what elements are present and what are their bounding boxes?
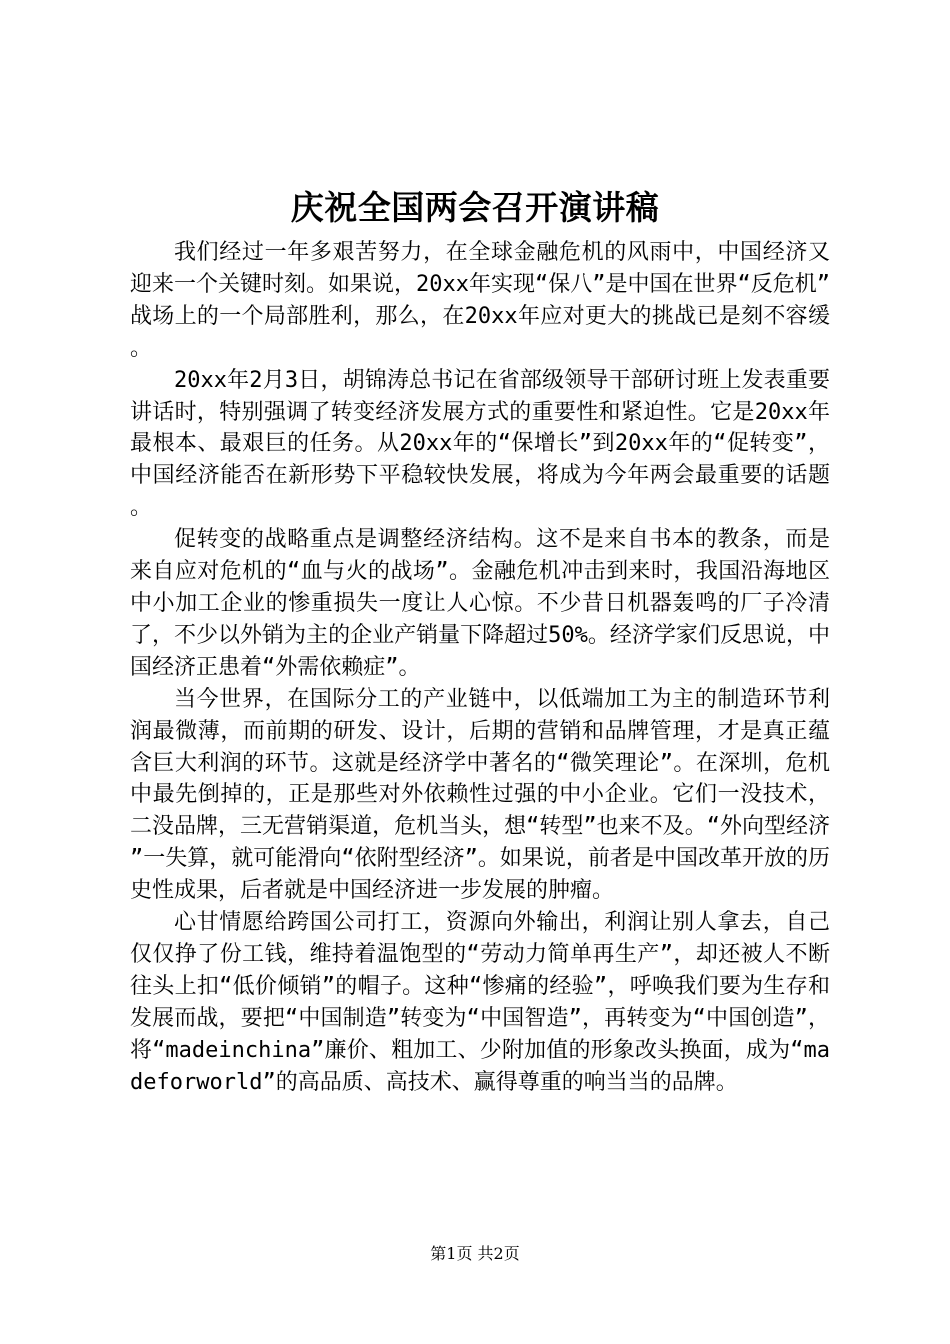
paragraph: 当今世界，在国际分工的产业链中，以低端加工为主的制造环节利润最微薄，而前期的研发、设计，后期的营销和品牌管理，才是真正蕴含巨大利润的环节。这就是经济学中著名的“微笑理论”。在深圳，危机中最先倒掉的，正是那些对外依赖性过强的中小企业。它们一没技术，二没品牌，三无营销渠道，危机当头，想“转型”也来不及。“外向型经济”一失算，就可能滑向“依附型经济”。如果说，前者是中国改革开放的历史性成果，后者就是中国经济进一步发展的肿瘤。 <box>130 686 830 904</box>
paragraph: 心甘情愿给跨国公司打工，资源向外输出，利润让别人拿去，自己仅仅挣了份工钱，维持着温饱型的“劳动力简单再生产”，却还被人不断往头上扣“低价倾销”的帽子。这种“惨痛的经验”，呼唤我们要为生存和发展而战，要把“中国制造”转变为“中国智造”，再转变为“中国创造”，将“madeinchina”廉价、粗加工、少附加值的形象改头换面，成为“madeforworld”的高品质、高技术、赢得尊重的响当当的品牌。 <box>130 910 830 1095</box>
paragraph: 20xx年2月3日，胡锦涛总书记在省部级领导干部研讨班上发表重要讲话时，特别强调了转变经济发展方式的重要性和紧迫性。它是20xx年最根本、最艰巨的任务。从20xx年的“保增长”到20xx年的“促转变”，中国经济能否在新形势下平稳较快发展，将成为今年两会最重要的话题。 <box>130 367 830 521</box>
page-footer: 第1页 共2页 <box>430 1244 520 1263</box>
document-body <box>130 237 830 1098</box>
paragraph: 促转变的战略重点是调整经济结构。这不是来自书本的教条，而是来自应对危机的“血与火的战场”。金融危机冲击到来时，我国沿海地区中小加工企业的惨重损失一度让人心惊。不少昔日机器轰鸣的厂子冷清了，不少以外销为主的企业产销量下降超过50%。经济学家们反思说，中国经济正患着“外需依赖症”。 <box>130 527 830 680</box>
document-title: 庆祝全国两会召开演讲稿 <box>290 188 660 227</box>
paragraph: 我们经过一年多艰苦努力，在全球金融危机的风雨中，中国经济又迎来一个关键时刻。如果说，20xx年实现“保八”是中国在世界“反危机”战场上的一个局部胜利，那么，在20xx年应对更大的挑战已是刻不容缓。 <box>130 240 830 361</box>
